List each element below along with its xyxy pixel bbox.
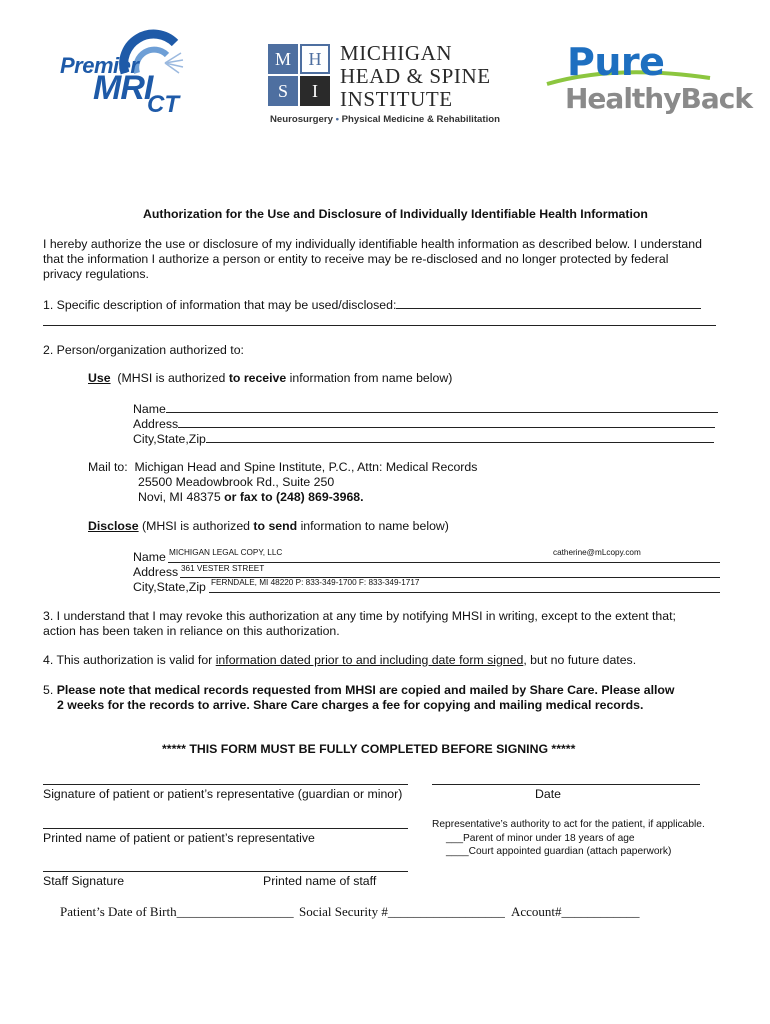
mail-address-1: Michigan Head and Spine Institute, P.C., Attn: Medical Records: [134, 460, 478, 474]
item-5-line-2: 2 weeks for the records to arrive. Share Care charges a fee for copying and mailing medical records.: [57, 698, 644, 712]
disclose-pre: (MHSI is authorized: [142, 519, 254, 533]
description-field-line-2[interactable]: [43, 314, 716, 326]
healthyback-text: HealthyBack: [565, 82, 752, 115]
intro-line: privacy regulations.: [43, 267, 149, 281]
intro-line: that the information I authorize a person or entity to receive may be re-disclosed and no longer protected by federal: [43, 252, 669, 266]
ct-text: CT: [147, 91, 179, 118]
fax-number: or fax to (248) 869-3968.: [224, 490, 364, 504]
disclose-address-value: 361 VESTER STREET: [181, 564, 265, 573]
disclose-name-label: Name: [133, 550, 166, 564]
disclose-city-label: City,State,Zip: [133, 580, 206, 594]
staff-signature-field[interactable]: [43, 860, 408, 872]
mhsi-cell: S: [268, 76, 298, 106]
use-address-field[interactable]: [178, 416, 715, 428]
use-name-field[interactable]: [166, 401, 718, 413]
item-4-pre: 4. This authorization is valid for: [43, 653, 216, 667]
mail-city: Novi, MI 48375: [138, 490, 225, 504]
item-5: [43, 683, 675, 699]
pure-text: Pure: [567, 40, 665, 84]
use-city-field[interactable]: [206, 431, 714, 443]
city-label: City,State,Zip: [133, 432, 206, 446]
use-bold: to receive: [228, 371, 287, 385]
item-1-label: 1. Specific description of information that may be used/disclosed:: [43, 298, 397, 312]
mhsi-name-line: INSTITUTE: [340, 87, 453, 111]
mhsi-name-line: HEAD & SPINE: [340, 64, 491, 88]
tagline-left: Neurosurgery: [270, 114, 333, 125]
item-3-line: 3. I understand that I may revoke this authorization at any time by notifying MHSI in writing, except to the extent that;: [43, 609, 676, 623]
disclose-post: information to name below): [297, 519, 449, 533]
account-field[interactable]: Account#____________: [511, 904, 640, 919]
item-4-post: , but no future dates.: [523, 653, 637, 667]
use-line: [88, 371, 452, 387]
item-4: [43, 653, 636, 669]
item-3-line: action has been taken in reliance on this authorization.: [43, 624, 340, 638]
use-pre: (MHSI is authorized: [117, 371, 229, 385]
dob-field[interactable]: Patient’s Date of Birth__________________: [60, 904, 294, 919]
mail-address-2: 25500 Meadowbrook Rd., Suite 250: [138, 475, 335, 489]
mhsi-cell: M: [268, 44, 298, 74]
pure-healthyback-logo: [545, 40, 752, 121]
premier-mri-ct-logo: [55, 25, 195, 120]
mail-prefix: Mail to:: [88, 460, 128, 474]
mhsi-tagline: [270, 114, 500, 125]
item-1: [43, 297, 701, 314]
tagline-right: Physical Medicine & Rehabilitation: [341, 114, 500, 125]
address-label: Address: [133, 417, 179, 431]
mail-address-3: [138, 490, 364, 506]
disclose-city-value: FERNDALE, MI 48220 P: 833-349-1700 F: 833-349-1717: [211, 578, 420, 587]
mhsi-name-line: MICHIGAN: [340, 41, 453, 65]
printed-staff-label: Printed name of staff: [263, 874, 377, 888]
signature-label: Signature of patient or patient’s representative (guardian or minor): [43, 787, 403, 801]
rep-option-guardian[interactable]: ____Court appointed guardian (attach paperwork): [446, 846, 672, 857]
disclose-address-label: Address: [133, 565, 179, 579]
disclose-name-value: MICHIGAN LEGAL COPY, LLC: [169, 548, 283, 557]
name-label: Name: [133, 402, 166, 416]
item-5-num: 5.: [43, 683, 57, 697]
mhsi-logo: [268, 41, 508, 134]
mail-to-line: [88, 460, 477, 476]
intro-line: I hereby authorize the use or disclosure of my individually identifiable health information as described below. I understand: [43, 237, 702, 251]
item-2: 2. Person/organization authorized to:: [43, 343, 244, 357]
completion-notice: ***** THIS FORM MUST BE FULLY COMPLETED BEFORE SIGNING *****: [162, 742, 576, 756]
mhsi-monogram: [268, 44, 330, 106]
premier-text: Premier: [60, 53, 139, 78]
description-field[interactable]: [396, 297, 701, 309]
disclose-line: [88, 519, 449, 535]
mhsi-cell: I: [300, 76, 330, 106]
disclose-bold: to send: [253, 519, 298, 533]
item-4-underlined: information dated prior to and including date form signed: [215, 653, 524, 667]
tagline-separator: •: [335, 114, 339, 125]
date-label: Date: [535, 787, 561, 801]
staff-signature-label: Staff Signature: [43, 874, 125, 888]
printed-name-field[interactable]: [43, 817, 408, 829]
use-label: Use: [88, 371, 111, 385]
item-5-line-1: Please note that medical records requested from MHSI are copied and mailed by Share Care. Please allow: [56, 683, 675, 697]
ssn-field[interactable]: Social Security #__________________: [299, 904, 505, 919]
signature-field[interactable]: [43, 773, 408, 785]
rep-option-parent[interactable]: ___Parent of minor under 18 years of age: [446, 833, 635, 844]
use-post: information from name below): [286, 371, 453, 385]
printed-name-label: Printed name of patient or patient’s representative: [43, 831, 315, 845]
mri-text: MRI: [93, 69, 153, 107]
mhsi-cell: H: [300, 44, 330, 74]
date-field[interactable]: [432, 773, 700, 785]
form-title: Authorization for the Use and Disclosure of Individually Identifiable Health Information: [143, 207, 648, 221]
rep-authority-title: Representative’s authority to act for the patient, if applicable.: [432, 819, 705, 830]
disclose-email-value: catherine@mLcopy.com: [553, 548, 641, 557]
disclose-label: Disclose: [88, 519, 139, 533]
use-city-row: [133, 431, 714, 448]
